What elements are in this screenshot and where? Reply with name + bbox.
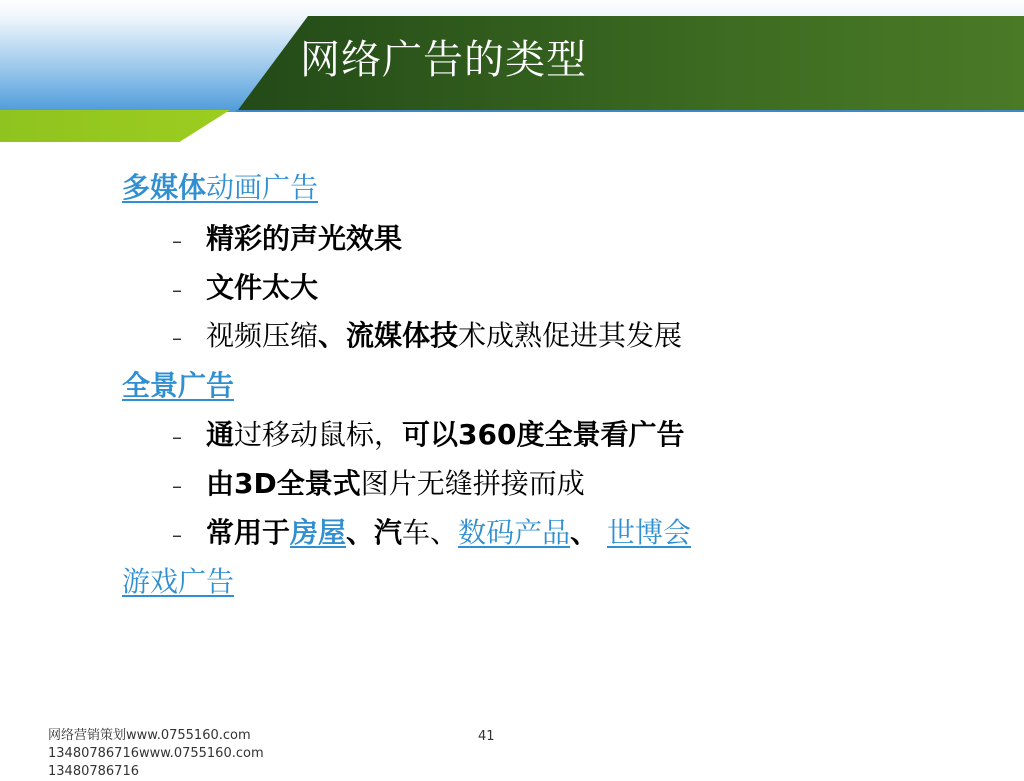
footer-text xyxy=(48,727,264,781)
item-text-bold: 由3D全景式 xyxy=(206,467,361,500)
item-text-bold: 、汽 xyxy=(346,516,403,549)
list-item xyxy=(172,318,682,356)
item-text-bold: 、流媒体技 xyxy=(318,319,459,352)
item-separator: 、 xyxy=(570,516,599,549)
heading-text: 全景广告 xyxy=(122,369,235,402)
list-item xyxy=(172,417,684,455)
section-heading-panorama[interactable] xyxy=(122,368,234,404)
item-text-bold: 通 xyxy=(206,418,235,451)
section-heading-game[interactable] xyxy=(122,564,234,600)
heading-bold-part: 多媒体 xyxy=(122,171,207,204)
list-item xyxy=(172,515,691,553)
list-item xyxy=(172,221,402,259)
item-text-plain: 视频压缩 xyxy=(206,319,319,352)
footer-line: 13480786716 xyxy=(48,764,139,779)
dash-bullet: – xyxy=(172,474,182,498)
item-text-bold: 常用于 xyxy=(206,516,291,549)
item-text-plain: 术成熟促进其发展 xyxy=(458,319,683,352)
section-heading-multimedia[interactable] xyxy=(122,170,318,206)
footer-line: 网络营销策划www.0755160.com xyxy=(48,728,251,743)
item-text: 精彩的声光效果 xyxy=(206,222,403,255)
dash-bullet: – xyxy=(172,326,182,350)
footer-line: 13480786716www.0755160.com xyxy=(48,746,264,761)
link-digital-products[interactable]: 数码产品 xyxy=(458,516,571,549)
list-item xyxy=(172,270,318,308)
heading-text: 游戏广告 xyxy=(122,565,235,598)
dash-bullet: – xyxy=(172,523,182,547)
item-text: 文件太大 xyxy=(206,271,319,304)
heading-plain-part: 动画广告 xyxy=(206,171,319,204)
dash-bullet: – xyxy=(172,425,182,449)
slide-title: 网络广告的类型 xyxy=(300,37,587,83)
dash-bullet: – xyxy=(172,278,182,302)
item-text-plain: 过移动鼠标， xyxy=(234,418,403,451)
item-text-plain: 车、 xyxy=(402,516,459,549)
item-text-bold: 可以360度全景看广告 xyxy=(402,418,685,451)
list-item xyxy=(172,466,585,504)
page-number: 41 xyxy=(478,729,495,744)
link-expo[interactable]: 世博会 xyxy=(607,516,692,549)
dash-bullet: – xyxy=(172,229,182,253)
item-text-plain: 图片无缝拼接而成 xyxy=(360,467,585,500)
link-house[interactable]: 房屋 xyxy=(290,516,347,549)
